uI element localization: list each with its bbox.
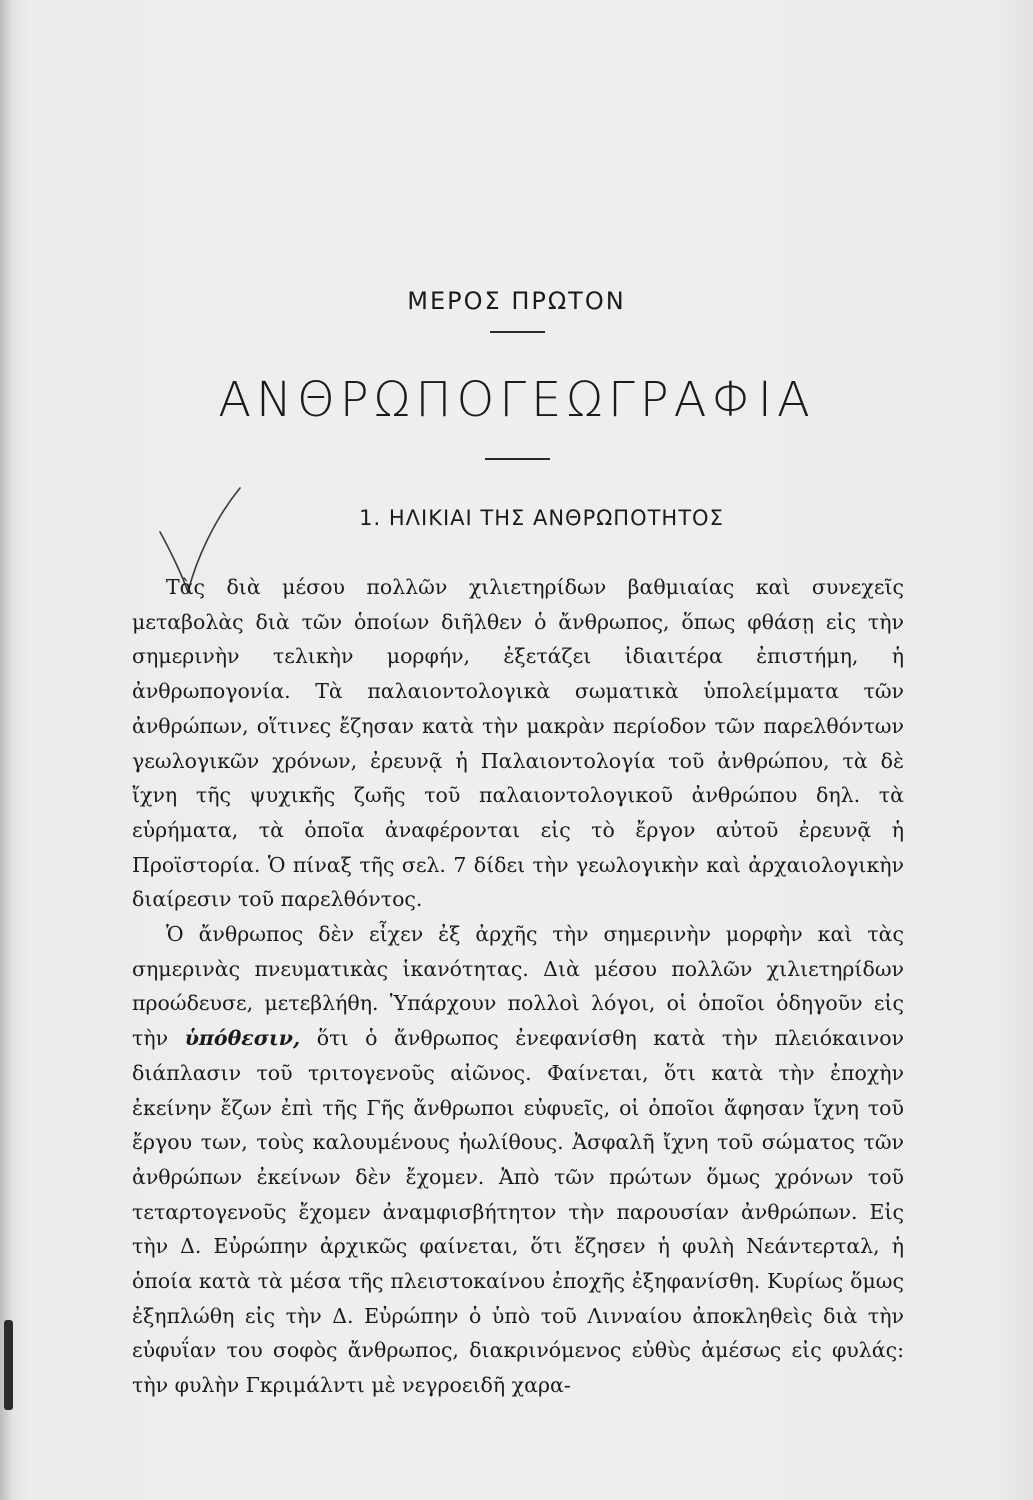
body-text [132, 570, 904, 1403]
part-label: ΜΕΡΟΣ ΠΡΩΤΟΝ [407, 287, 626, 315]
paragraph-2-text-after: ὅτι ὁ ἄνθρωπος ἐνεφανίσθη κατὰ τὴν πλειόκαινον διάπλασιν τοῦ τριτογενοῦς αἰῶνος. Φαίνεται, ὅτι κατὰ τὴν ἐποχὴν ἐκείνην ἔζων ἐπὶ τῆς Γῆς ἄνθρωποι εὐφυεῖς, οἱ ὁποῖοι ἄφησαν ἴχνη τοῦ ἔργου των, τοὺς καλουμένους ἠωλίθους. Ἀσφαλῆ ἴχνη τοῦ σώματος τῶν ἀνθρώπων ἐκείνων δὲν ἔχομεν. Ἀπὸ τῶν πρώτων ὅμως χρόνων τοῦ τεταρτογενοῦς ἔχομεν ἀναμφισβήτητον τὴν παρουσίαν ἀνθρώπων. Εἰς τὴν Δ. Εὐρώπην ἀρχικῶς φαίνεται, ὅτι ἔζησεν ἡ φυλὴ Νεάντερταλ, ἡ ὁποία κατὰ τὰ μέσα τῆς πλειστοκαίνου ἐποχῆς ἐξηφανίσθη. Κυρίως ὅμως ἐξηπλώθη εἰς τὴν Δ. Εὐρώπην ὁ ὑπὸ τοῦ Λινναίου ἀποκληθεὶς διὰ τὴν εὐφυΐαν του σοφὸς ἄνθρωπος, διακρινόμενος εὐθὺς ἀμέσως εἰς φυλάς: τὴν φυλὴν Γκριμάλντι μὲ νεγροειδῆ χαρα- [132, 1026, 904, 1398]
section-heading: 1. ΗΛΙΚΙΑΙ ΤΗΣ ΑΝΘΡΩΠΟΤΗΤΟΣ [359, 506, 724, 530]
divider-rule-top [490, 331, 545, 333]
paragraph-2 [132, 917, 904, 1403]
divider-rule-bottom [485, 458, 550, 460]
chapter-title: ΑΝΘΡΩΠΟΓΕΩΓΡΑΦΙΑ [218, 372, 815, 428]
binding-mark [4, 1320, 13, 1410]
paragraph-1: Τὰς διὰ μέσου πολλῶν χιλιετηρίδων βαθμιαίας καὶ συνεχεῖς μεταβολὰς διὰ τῶν ὁποίων διῆλθεν ὁ ἄνθρωπος, ὅπως φθάσῃ εἰς τὴν σημερινὴν τελικὴν μορφήν, ἐξετάζει ἰδιαιτέρα ἐπιστήμη, ἡ ἀνθρωπογονία. Τὰ παλαιοντολογικὰ σωματικὰ ὑπολείμματα τῶν ἀνθρώπων, οἵτινες ἔζησαν κατὰ τὴν μακρὰν περίοδον τῶν παρελθόντων γεωλογικῶν χρόνων, ἐρευνᾷ ἡ Παλαιοντολογία τοῦ ἀνθρώπου, τὰ δὲ ἴχνη τῆς ψυχικῆς ζωῆς τοῦ παλαιοντολογικοῦ ἀνθρώπου δηλ. τὰ εὑρήματα, τὰ ὁποῖα ἀναφέρονται εἰς τὸ ἔργον αὐτοῦ ἐρευνᾷ ἡ Προϊστορία. Ὁ πίναξ τῆς σελ. 7 δίδει τὴν γεωλογικὴν καὶ ἀρχαιολογικὴν διαίρεσιν τοῦ παρελθόντος. [132, 575, 904, 912]
paragraph-2-text-before: Ὁ ἄνθρωπος δὲν εἶχεν ἐξ ἀρχῆς τὴν σημερινὴν μορφὴν καὶ τὰς σημερινὰς πνευματικὰς ἱκανότητας. Διὰ μέσου πολλῶν χιλιετηρίδων προώδευσε, μετεβλήθη. Ὑπάρχουν πολλοὶ λόγοι, οἱ ὁποῖοι ὁδηγοῦν εἰς τὴν [132, 922, 904, 1051]
page-binding-edge [0, 0, 14, 1500]
paragraph-2-emphasis: ὑπόθεσιν, [184, 1026, 301, 1051]
